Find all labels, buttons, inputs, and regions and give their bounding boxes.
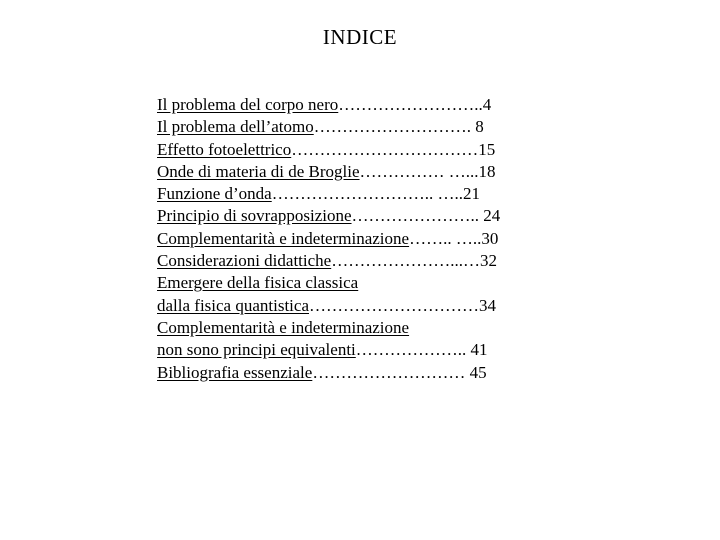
toc-page-ref: ………………………. 8 xyxy=(313,117,484,137)
toc-entry xyxy=(157,139,577,161)
page-title: INDICE xyxy=(322,25,398,49)
toc-page-ref: …………… …...18 xyxy=(359,161,496,181)
toc-link-corpo-nero[interactable]: Il problema del corpo nero xyxy=(157,95,339,114)
toc-link-de-broglie[interactable]: Onde di materia di de Broglie xyxy=(157,161,360,181)
toc-entry xyxy=(157,272,577,294)
toc-entry xyxy=(157,205,577,227)
toc-entry xyxy=(157,161,577,183)
toc-page-ref: ……………………… 45 xyxy=(312,362,487,382)
toc-link-considerazioni-didattiche[interactable]: Considerazioni didattiche xyxy=(157,251,332,271)
toc-entry xyxy=(157,250,577,272)
toc-link-fisica-classica-line2[interactable]: dalla fisica quantistica xyxy=(157,295,309,315)
toc-page-ref: …….. …..30 xyxy=(409,228,499,248)
toc-link-principi-line2[interactable]: non sono principi equivalenti xyxy=(157,340,356,360)
toc-entry xyxy=(157,339,577,361)
toc-entry xyxy=(157,183,577,205)
toc-entry xyxy=(157,116,577,138)
toc-entry xyxy=(157,228,577,250)
toc-entry xyxy=(157,94,577,116)
toc-link-fotoelettrico[interactable]: Effetto fotoelettrico xyxy=(157,139,292,159)
toc-link-principi-line1[interactable]: Complementarità e indeterminazione xyxy=(157,317,410,337)
toc-entry xyxy=(157,362,577,384)
toc-page-ref: ……………….. 41 xyxy=(355,340,488,360)
toc-page-ref: …………………...…32 xyxy=(331,251,497,271)
toc-page-ref: ……………………..4 xyxy=(338,95,492,114)
table-of-contents xyxy=(157,94,577,384)
toc-page-ref: …………………………34 xyxy=(309,295,496,315)
toc-entry xyxy=(157,317,577,339)
toc-page-ref: ……………………………15 xyxy=(291,139,496,159)
toc-link-complementarita[interactable]: Complementarità e indeterminazione xyxy=(157,228,410,248)
toc-link-bibliografia[interactable]: Bibliografia essenziale xyxy=(157,362,313,382)
toc-link-fisica-classica-line1[interactable]: Emergere della fisica classica xyxy=(157,273,359,293)
toc-link-sovrapposizione[interactable]: Principio di sovrapposizione xyxy=(157,206,352,226)
toc-link-atomo[interactable]: Il problema dell’atomo xyxy=(157,117,314,137)
toc-link-funzione-onda[interactable]: Funzione d’onda xyxy=(157,184,272,204)
toc-page-ref: ………………….. 24 xyxy=(351,206,501,226)
toc-page-ref: ……………………….. …..21 xyxy=(271,184,480,204)
toc-entry xyxy=(157,295,577,317)
